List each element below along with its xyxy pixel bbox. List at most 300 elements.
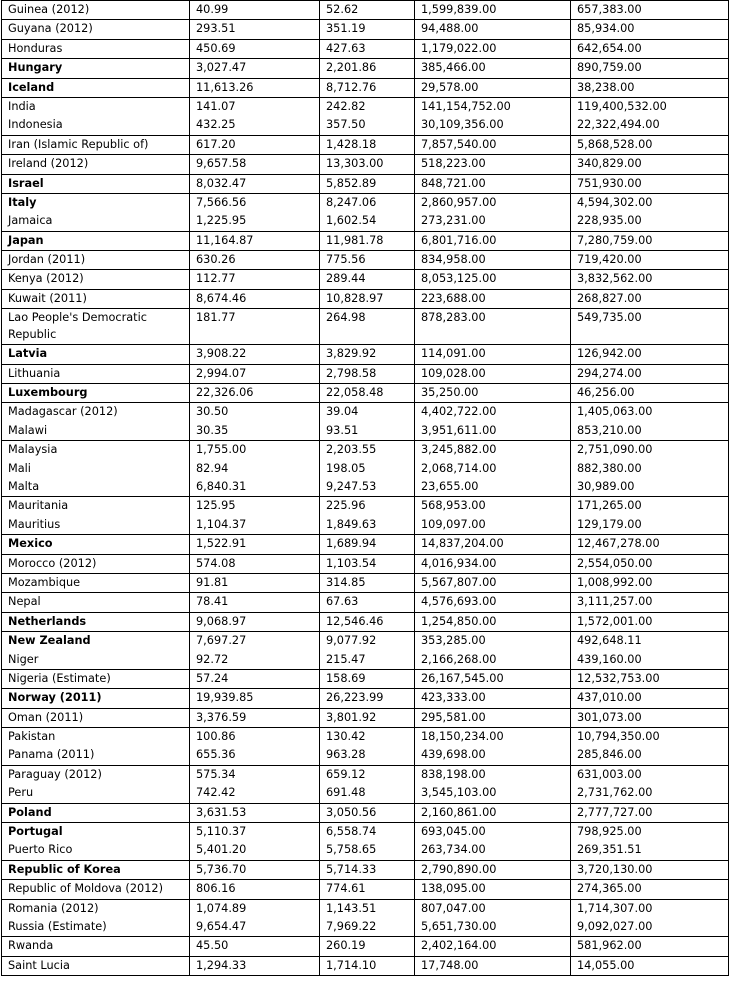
value-cell-2: 7,969.22 [320, 918, 415, 937]
value-cell-4: 2,777,727.00 [571, 803, 729, 822]
country-cell: Jamaica [2, 212, 190, 231]
value-cell-2: 12,546.46 [320, 612, 415, 631]
value-cell-3: 26,167,545.00 [415, 669, 571, 688]
value-cell-3: 263,734.00 [415, 841, 571, 860]
value-cell-4: 2,731,762.00 [571, 784, 729, 803]
value-cell-1: 181.77 [190, 309, 320, 345]
table-row [2, 289, 729, 308]
value-cell-3: 223,688.00 [415, 289, 571, 308]
value-cell-3: 5,567,807.00 [415, 573, 571, 592]
value-cell-3: 138,095.00 [415, 880, 571, 899]
value-cell-1: 9,654.47 [190, 918, 320, 937]
value-cell-1: 1,755.00 [190, 441, 320, 460]
value-cell-3: 439,698.00 [415, 746, 571, 765]
value-cell-1: 9,068.97 [190, 612, 320, 631]
country-cell: Malaysia [2, 441, 190, 460]
value-cell-4: 119,400,532.00 [571, 97, 729, 116]
value-cell-4: 437,010.00 [571, 689, 729, 708]
value-cell-1: 30.35 [190, 422, 320, 441]
value-cell-1: 11,164.87 [190, 231, 320, 250]
value-cell-1: 5,110.37 [190, 823, 320, 842]
table-row [2, 823, 729, 842]
table-row [2, 554, 729, 573]
value-cell-4: 30,989.00 [571, 478, 729, 497]
country-cell: Poland [2, 803, 190, 822]
value-cell-1: 78.41 [190, 593, 320, 612]
value-cell-3: 518,223.00 [415, 155, 571, 174]
value-cell-2: 6,558.74 [320, 823, 415, 842]
value-cell-1: 3,376.59 [190, 708, 320, 727]
value-cell-1: 1,522.91 [190, 535, 320, 554]
value-cell-1: 30.50 [190, 403, 320, 422]
country-cell: Saint Lucia [2, 956, 190, 975]
value-cell-4: 5,868,528.00 [571, 135, 729, 154]
country-cell: Republic of Korea [2, 860, 190, 879]
table-row [2, 39, 729, 58]
value-cell-2: 5,758.65 [320, 841, 415, 860]
table-row [2, 231, 729, 250]
table-row [2, 899, 729, 918]
table-row [2, 20, 729, 39]
value-cell-3: 4,402,722.00 [415, 403, 571, 422]
value-cell-4: 10,794,350.00 [571, 728, 729, 747]
value-cell-1: 112.77 [190, 270, 320, 289]
value-cell-2: 289.44 [320, 270, 415, 289]
value-cell-3: 838,198.00 [415, 765, 571, 784]
value-cell-1: 630.26 [190, 251, 320, 270]
value-cell-4: 581,962.00 [571, 937, 729, 956]
value-cell-4: 12,532,753.00 [571, 669, 729, 688]
value-cell-4: 14,055.00 [571, 956, 729, 975]
value-cell-3: 29,578.00 [415, 78, 571, 97]
value-cell-3: 109,028.00 [415, 364, 571, 383]
value-cell-3: 2,790,890.00 [415, 860, 571, 879]
value-cell-1: 19,939.85 [190, 689, 320, 708]
value-cell-2: 691.48 [320, 784, 415, 803]
table-row [2, 841, 729, 860]
value-cell-2: 659.12 [320, 765, 415, 784]
value-cell-4: 1,714,307.00 [571, 899, 729, 918]
country-cell: Pakistan [2, 728, 190, 747]
table-row [2, 728, 729, 747]
country-cell: Jordan (2011) [2, 251, 190, 270]
value-cell-2: 215.47 [320, 651, 415, 670]
table-row [2, 497, 729, 516]
value-cell-3: 807,047.00 [415, 899, 571, 918]
country-cell: Guyana (2012) [2, 20, 190, 39]
country-cell: Mauritania [2, 497, 190, 516]
country-cell: Nigeria (Estimate) [2, 669, 190, 688]
value-cell-2: 130.42 [320, 728, 415, 747]
country-cell: New Zealand [2, 632, 190, 651]
value-cell-4: 882,380.00 [571, 460, 729, 478]
value-cell-1: 40.99 [190, 1, 320, 20]
country-cell: Netherlands [2, 612, 190, 631]
country-cell: Mozambique [2, 573, 190, 592]
value-cell-4: 1,008,992.00 [571, 573, 729, 592]
country-cell: Mexico [2, 535, 190, 554]
country-cell: Israel [2, 174, 190, 193]
value-cell-2: 52.62 [320, 1, 415, 20]
value-cell-3: 5,651,730.00 [415, 918, 571, 937]
country-cell: Norway (2011) [2, 689, 190, 708]
value-cell-3: 14,837,204.00 [415, 535, 571, 554]
value-cell-1: 8,032.47 [190, 174, 320, 193]
value-cell-1: 1,294.33 [190, 956, 320, 975]
value-cell-2: 963.28 [320, 746, 415, 765]
table-row [2, 155, 729, 174]
value-cell-2: 264.98 [320, 309, 415, 345]
value-cell-2: 158.69 [320, 669, 415, 688]
value-cell-4: 657,383.00 [571, 1, 729, 20]
country-cell: Panama (2011) [2, 746, 190, 765]
country-cell: Honduras [2, 39, 190, 58]
value-cell-3: 1,179,022.00 [415, 39, 571, 58]
value-cell-3: 693,045.00 [415, 823, 571, 842]
value-cell-2: 1,714.10 [320, 956, 415, 975]
value-cell-2: 39.04 [320, 403, 415, 422]
value-cell-4: 439,160.00 [571, 651, 729, 670]
value-cell-2: 2,798.58 [320, 364, 415, 383]
value-cell-1: 5,401.20 [190, 841, 320, 860]
value-cell-4: 285,846.00 [571, 746, 729, 765]
country-cell: Russia (Estimate) [2, 918, 190, 937]
table-row [2, 135, 729, 154]
table-row [2, 212, 729, 231]
value-cell-3: 94,488.00 [415, 20, 571, 39]
value-cell-2: 10,828.97 [320, 289, 415, 308]
table-row [2, 270, 729, 289]
value-cell-4: 2,751,090.00 [571, 441, 729, 460]
value-cell-4: 853,210.00 [571, 422, 729, 441]
value-cell-2: 3,801.92 [320, 708, 415, 727]
value-cell-3: 6,801,716.00 [415, 231, 571, 250]
country-cell: Paraguay (2012) [2, 765, 190, 784]
value-cell-2: 8,247.06 [320, 193, 415, 212]
value-cell-3: 3,951,611.00 [415, 422, 571, 441]
value-cell-4: 2,554,050.00 [571, 554, 729, 573]
value-cell-2: 242.82 [320, 97, 415, 116]
value-cell-1: 92.72 [190, 651, 320, 670]
value-cell-1: 742.42 [190, 784, 320, 803]
table-row [2, 422, 729, 441]
value-cell-4: 129,179.00 [571, 516, 729, 535]
value-cell-2: 5,852.89 [320, 174, 415, 193]
value-cell-1: 100.86 [190, 728, 320, 747]
table-row [2, 535, 729, 554]
value-cell-1: 141.07 [190, 97, 320, 116]
value-cell-4: 340,829.00 [571, 155, 729, 174]
value-cell-2: 1,428.18 [320, 135, 415, 154]
table-row [2, 689, 729, 708]
value-cell-2: 1,849.63 [320, 516, 415, 535]
country-cell: Ireland (2012) [2, 155, 190, 174]
value-cell-4: 294,274.00 [571, 364, 729, 383]
value-cell-4: 4,594,302.00 [571, 193, 729, 212]
value-cell-2: 314.85 [320, 573, 415, 592]
country-cell: Malta [2, 478, 190, 497]
table-row [2, 593, 729, 612]
value-cell-1: 45.50 [190, 937, 320, 956]
table-row [2, 765, 729, 784]
value-cell-4: 1,572,001.00 [571, 612, 729, 631]
country-cell: Niger [2, 651, 190, 670]
value-cell-2: 774.61 [320, 880, 415, 899]
country-cell: Guinea (2012) [2, 1, 190, 20]
country-cell: Portugal [2, 823, 190, 842]
value-cell-1: 293.51 [190, 20, 320, 39]
table-row [2, 384, 729, 403]
value-cell-4: 22,322,494.00 [571, 116, 729, 135]
value-cell-3: 423,333.00 [415, 689, 571, 708]
value-cell-3: 4,016,934.00 [415, 554, 571, 573]
value-cell-3: 1,599,839.00 [415, 1, 571, 20]
value-cell-3: 1,254,850.00 [415, 612, 571, 631]
country-cell: Madagascar (2012) [2, 403, 190, 422]
value-cell-2: 9,077.92 [320, 632, 415, 651]
country-cell: Kenya (2012) [2, 270, 190, 289]
value-cell-2: 26,223.99 [320, 689, 415, 708]
country-cell: Malawi [2, 422, 190, 441]
value-cell-4: 751,930.00 [571, 174, 729, 193]
value-cell-4: 7,280,759.00 [571, 231, 729, 250]
country-cell: Mali [2, 460, 190, 478]
table-row [2, 460, 729, 478]
value-cell-1: 450.69 [190, 39, 320, 58]
value-cell-2: 351.19 [320, 20, 415, 39]
table-row [2, 803, 729, 822]
table-row [2, 612, 729, 631]
country-cell: India [2, 97, 190, 116]
value-cell-1: 5,736.70 [190, 860, 320, 879]
value-cell-4: 274,365.00 [571, 880, 729, 899]
value-cell-4: 228,935.00 [571, 212, 729, 231]
table-row [2, 573, 729, 592]
value-cell-1: 1,225.95 [190, 212, 320, 231]
table-row [2, 880, 729, 899]
value-cell-1: 11,613.26 [190, 78, 320, 97]
value-cell-4: 492,648.11 [571, 632, 729, 651]
value-cell-3: 4,576,693.00 [415, 593, 571, 612]
table-row [2, 784, 729, 803]
table-row [2, 1, 729, 20]
value-cell-1: 575.34 [190, 765, 320, 784]
table-row [2, 309, 729, 345]
value-cell-3: 2,166,268.00 [415, 651, 571, 670]
value-cell-4: 3,720,130.00 [571, 860, 729, 879]
table-row [2, 97, 729, 116]
country-cell: Hungary [2, 59, 190, 78]
value-cell-1: 1,104.37 [190, 516, 320, 535]
table-row [2, 116, 729, 135]
table-row [2, 937, 729, 956]
value-cell-4: 642,654.00 [571, 39, 729, 58]
value-cell-4: 269,351.51 [571, 841, 729, 860]
value-cell-3: 141,154,752.00 [415, 97, 571, 116]
value-cell-1: 432.25 [190, 116, 320, 135]
table-row [2, 364, 729, 383]
value-cell-2: 8,712.76 [320, 78, 415, 97]
country-cell: Iran (Islamic Republic of) [2, 135, 190, 154]
value-cell-2: 225.96 [320, 497, 415, 516]
value-cell-3: 2,068,714.00 [415, 460, 571, 478]
country-cell: Iceland [2, 78, 190, 97]
value-cell-4: 12,467,278.00 [571, 535, 729, 554]
value-cell-4: 171,265.00 [571, 497, 729, 516]
value-cell-4: 126,942.00 [571, 345, 729, 364]
value-cell-1: 9,657.58 [190, 155, 320, 174]
country-cell: Indonesia [2, 116, 190, 135]
value-cell-1: 806.16 [190, 880, 320, 899]
value-cell-1: 91.81 [190, 573, 320, 592]
value-cell-4: 301,073.00 [571, 708, 729, 727]
value-cell-3: 17,748.00 [415, 956, 571, 975]
value-cell-4: 85,934.00 [571, 20, 729, 39]
value-cell-1: 617.20 [190, 135, 320, 154]
value-cell-3: 295,581.00 [415, 708, 571, 727]
table-row [2, 251, 729, 270]
country-data-table [1, 0, 729, 976]
value-cell-1: 57.24 [190, 669, 320, 688]
value-cell-2: 11,981.78 [320, 231, 415, 250]
value-cell-1: 7,697.27 [190, 632, 320, 651]
value-cell-3: 18,150,234.00 [415, 728, 571, 747]
table-body [2, 1, 729, 976]
value-cell-4: 1,405,063.00 [571, 403, 729, 422]
value-cell-2: 3,050.56 [320, 803, 415, 822]
value-cell-1: 2,994.07 [190, 364, 320, 383]
value-cell-3: 834,958.00 [415, 251, 571, 270]
value-cell-2: 357.50 [320, 116, 415, 135]
value-cell-4: 9,092,027.00 [571, 918, 729, 937]
table-row [2, 746, 729, 765]
country-cell: Republic of Moldova (2012) [2, 880, 190, 899]
table-row [2, 860, 729, 879]
value-cell-3: 353,285.00 [415, 632, 571, 651]
value-cell-2: 2,203.55 [320, 441, 415, 460]
value-cell-2: 67.63 [320, 593, 415, 612]
country-cell: Mauritius [2, 516, 190, 535]
country-cell: Kuwait (2011) [2, 289, 190, 308]
value-cell-3: 2,402,164.00 [415, 937, 571, 956]
value-cell-2: 1,602.54 [320, 212, 415, 231]
value-cell-3: 23,655.00 [415, 478, 571, 497]
country-cell: Luxembourg [2, 384, 190, 403]
value-cell-4: 46,256.00 [571, 384, 729, 403]
value-cell-3: 2,860,957.00 [415, 193, 571, 212]
value-cell-4: 3,832,562.00 [571, 270, 729, 289]
country-cell: Puerto Rico [2, 841, 190, 860]
country-cell: Peru [2, 784, 190, 803]
value-cell-3: 30,109,356.00 [415, 116, 571, 135]
table-row [2, 918, 729, 937]
value-cell-1: 7,566.56 [190, 193, 320, 212]
value-cell-2: 1,103.54 [320, 554, 415, 573]
value-cell-2: 93.51 [320, 422, 415, 441]
value-cell-1: 82.94 [190, 460, 320, 478]
value-cell-2: 198.05 [320, 460, 415, 478]
value-cell-3: 2,160,861.00 [415, 803, 571, 822]
table-row [2, 651, 729, 670]
table-row [2, 632, 729, 651]
table-row [2, 478, 729, 497]
value-cell-3: 568,953.00 [415, 497, 571, 516]
value-cell-2: 1,689.94 [320, 535, 415, 554]
value-cell-1: 6,840.31 [190, 478, 320, 497]
country-cell: Italy [2, 193, 190, 212]
value-cell-1: 125.95 [190, 497, 320, 516]
value-cell-1: 8,674.46 [190, 289, 320, 308]
table-row [2, 669, 729, 688]
value-cell-1: 574.08 [190, 554, 320, 573]
value-cell-4: 268,827.00 [571, 289, 729, 308]
value-cell-3: 109,097.00 [415, 516, 571, 535]
value-cell-4: 631,003.00 [571, 765, 729, 784]
country-cell: Lao People's Democratic Republic [2, 309, 190, 345]
value-cell-3: 35,250.00 [415, 384, 571, 403]
value-cell-3: 8,053,125.00 [415, 270, 571, 289]
table-row [2, 78, 729, 97]
value-cell-3: 273,231.00 [415, 212, 571, 231]
table-row [2, 345, 729, 364]
value-cell-1: 3,631.53 [190, 803, 320, 822]
value-cell-3: 3,545,103.00 [415, 784, 571, 803]
table-row [2, 59, 729, 78]
value-cell-1: 1,074.89 [190, 899, 320, 918]
value-cell-1: 3,027.47 [190, 59, 320, 78]
value-cell-2: 13,303.00 [320, 155, 415, 174]
table-row [2, 516, 729, 535]
value-cell-2: 9,247.53 [320, 478, 415, 497]
value-cell-4: 798,925.00 [571, 823, 729, 842]
value-cell-4: 890,759.00 [571, 59, 729, 78]
value-cell-3: 7,857,540.00 [415, 135, 571, 154]
table-row [2, 174, 729, 193]
value-cell-3: 878,283.00 [415, 309, 571, 345]
value-cell-2: 260.19 [320, 937, 415, 956]
value-cell-2: 22,058.48 [320, 384, 415, 403]
value-cell-1: 655.36 [190, 746, 320, 765]
value-cell-3: 848,721.00 [415, 174, 571, 193]
value-cell-2: 1,143.51 [320, 899, 415, 918]
table-row [2, 403, 729, 422]
country-cell: Romania (2012) [2, 899, 190, 918]
table-row [2, 956, 729, 975]
value-cell-2: 775.56 [320, 251, 415, 270]
country-cell: Rwanda [2, 937, 190, 956]
country-cell: Nepal [2, 593, 190, 612]
table-row [2, 193, 729, 212]
value-cell-3: 385,466.00 [415, 59, 571, 78]
value-cell-4: 719,420.00 [571, 251, 729, 270]
value-cell-4: 38,238.00 [571, 78, 729, 97]
value-cell-1: 3,908.22 [190, 345, 320, 364]
table-row [2, 708, 729, 727]
value-cell-3: 114,091.00 [415, 345, 571, 364]
value-cell-2: 427.63 [320, 39, 415, 58]
country-cell: Oman (2011) [2, 708, 190, 727]
country-cell: Lithuania [2, 364, 190, 383]
table-row [2, 441, 729, 460]
value-cell-2: 3,829.92 [320, 345, 415, 364]
country-cell: Latvia [2, 345, 190, 364]
value-cell-3: 3,245,882.00 [415, 441, 571, 460]
country-cell: Morocco (2012) [2, 554, 190, 573]
value-cell-2: 2,201.86 [320, 59, 415, 78]
value-cell-4: 549,735.00 [571, 309, 729, 345]
value-cell-4: 3,111,257.00 [571, 593, 729, 612]
value-cell-2: 5,714.33 [320, 860, 415, 879]
